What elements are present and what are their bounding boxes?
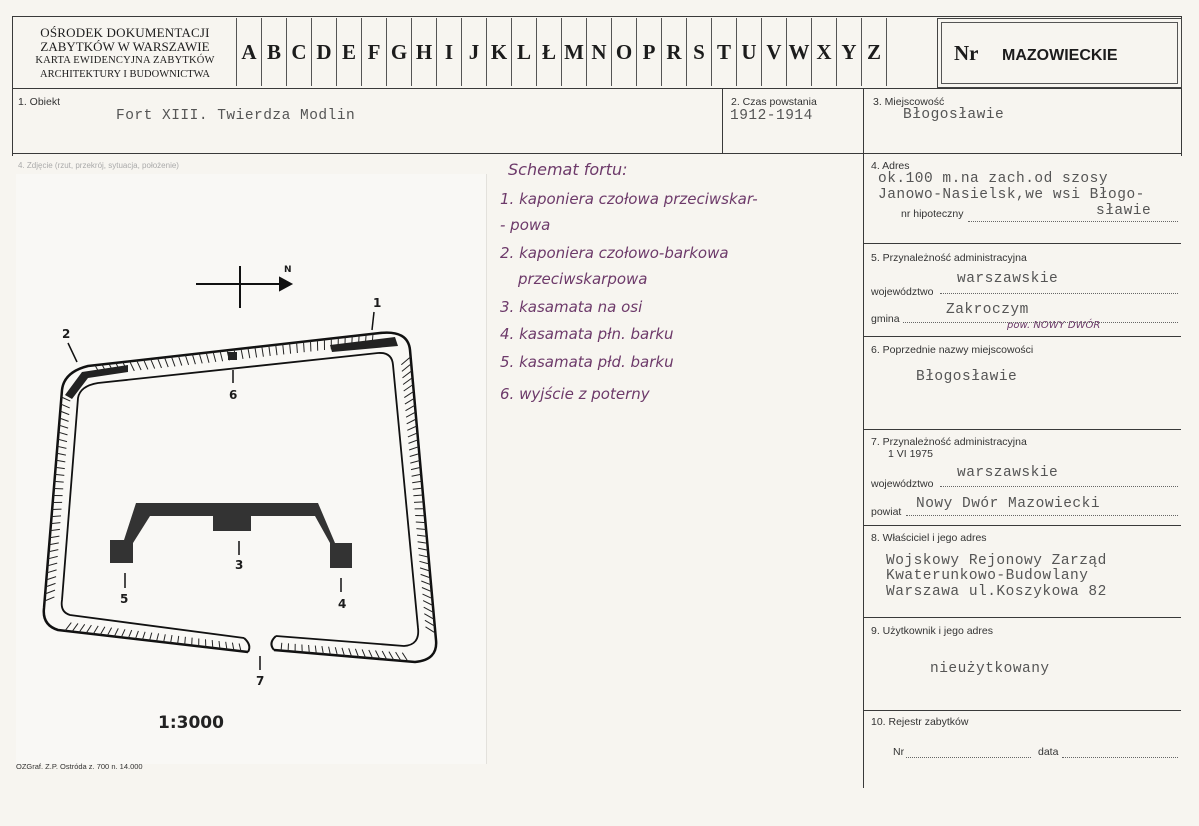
index-letter: B	[261, 18, 286, 86]
obiekt-value: Fort XIII. Twierdza Modlin	[116, 108, 356, 124]
uzytkownik-value: nieużytkowany	[930, 661, 1050, 677]
gmina-underline	[903, 322, 1178, 323]
schema-title: Schemat fortu:	[508, 160, 628, 179]
wojewodztwo-value: warszawskie	[957, 271, 1059, 287]
index-letter: I	[436, 18, 461, 86]
label-5: 5	[120, 592, 129, 606]
rejestr-data-label: data	[1038, 746, 1059, 758]
org-line-1: OŚRODEK DOKUMENTACJI	[40, 25, 210, 40]
schema-item-2b: przeciwskarpowa	[518, 270, 648, 288]
north-arrow-icon	[196, 266, 291, 308]
zdjecie-label: 4. Zdjęcie (rzut, przekrój, sytuacja, położenie)	[18, 161, 179, 170]
nr-label: Nr	[954, 41, 979, 65]
hipoteczny-underline	[968, 221, 1178, 222]
adres-line-3: sławie	[1096, 203, 1152, 219]
woj2-underline	[940, 486, 1178, 487]
north-label: N	[284, 265, 292, 275]
scale-label: 1:3000	[158, 713, 224, 733]
index-letter: E	[336, 18, 361, 86]
divider-7	[863, 429, 1181, 430]
rejestr-nr-underline	[906, 757, 1031, 758]
index-letter: A	[236, 18, 261, 86]
index-letter: D	[311, 18, 336, 86]
wojewodztwo-2-label: województwo	[871, 478, 934, 490]
index-letter: L	[511, 18, 536, 86]
rejestr-nr-label: Nr	[893, 746, 905, 758]
org-line-4: ARCHITEKTURY I BUDOWNICTWA	[40, 69, 210, 80]
rejestr-data-underline	[1062, 757, 1178, 758]
wlasciciel-label: 8. Właściciel i jego adres	[871, 532, 987, 544]
uzytkownik-label: 9. Użytkownik i jego adres	[871, 625, 993, 637]
divider-6	[863, 336, 1181, 337]
index-letter: O	[611, 18, 636, 86]
poterna-6	[228, 352, 237, 360]
index-letter: R	[661, 18, 686, 86]
divider-8	[863, 525, 1181, 526]
index-letter: Z	[861, 18, 887, 86]
schema-item-1b: - powa	[500, 216, 551, 234]
label-1: 1	[373, 296, 382, 310]
index-letter: H	[411, 18, 436, 86]
adres-label: 4. Adres	[871, 160, 910, 172]
czas-label: 2. Czas powstania	[731, 96, 817, 108]
schema-item-5: 5. kasamata płd. barku	[500, 353, 674, 371]
index-letter: W	[786, 18, 811, 86]
index-letter: C	[286, 18, 311, 86]
gate-left-end	[244, 638, 249, 652]
divider-10	[863, 710, 1181, 711]
powiat-label: powiat	[871, 506, 902, 518]
label-7: 7	[256, 674, 265, 688]
adres-line-2: Janowo-Nasielsk,we wsi Błogo-	[878, 187, 1145, 203]
wlasciciel-line-1: Wojskowy Rejonowy Zarząd	[886, 553, 1107, 569]
index-letter: S	[686, 18, 711, 86]
schema-item-1a: 1. kaponiera czołowa przeciwskar-	[500, 190, 758, 208]
wlasciciel-line-3: Warszawa ul.Koszykowa 82	[886, 584, 1107, 600]
rejestr-label: 10. Rejestr zabytków	[871, 716, 969, 728]
miejscowosc-value: Błogosławie	[903, 107, 1005, 123]
label-4: 4	[338, 597, 347, 611]
powiat-underline	[906, 515, 1178, 516]
schema-item-3: 3. kasamata na osi	[500, 298, 643, 316]
gmina-handwritten: pow. NOWY DWÓR	[1007, 320, 1101, 331]
przynaleznosc-2-label: 7. Przynależność administracyjna	[871, 436, 1027, 448]
index-letter: K	[486, 18, 511, 86]
number-box	[937, 18, 1182, 88]
przynaleznosc-label: 5. Przynależność administracyjna	[871, 252, 1027, 264]
org-line-3: KARTA EWIDENCYJNA ZABYTKÓW	[35, 55, 215, 66]
powiat-value: Nowy Dwór Mazowiecki	[916, 496, 1101, 512]
index-letter: P	[636, 18, 661, 86]
poprzednie-nazwy-label: 6. Poprzednie nazwy miejscowości	[871, 344, 1034, 356]
poprzednie-nazwy-value: Błogosławie	[916, 369, 1018, 385]
pointer-lines	[68, 312, 374, 670]
woj-underline	[940, 293, 1178, 294]
index-letter: J	[461, 18, 486, 86]
czas-value: 1912-1914	[730, 108, 813, 124]
label-3: 3	[235, 558, 244, 572]
index-letter: U	[736, 18, 761, 86]
print-footer: OZGraf. Z.P. Ostróda z. 700 n. 14.000	[16, 762, 143, 771]
fort-rampart-inner	[62, 353, 419, 646]
wojewodztwo-2-value: warszawskie	[957, 465, 1059, 481]
index-letter: M	[561, 18, 586, 86]
schema-item-4: 4. kasamata płn. barku	[500, 325, 674, 343]
obiekt-label: 1. Obiekt	[18, 96, 61, 108]
region-label: MAZOWIECKIE	[1002, 47, 1118, 64]
index-letter: X	[811, 18, 836, 86]
index-letter: G	[386, 18, 411, 86]
index-letter: F	[361, 18, 386, 86]
index-letter: Y	[836, 18, 861, 86]
divider-9	[863, 617, 1181, 618]
schema-item-2a: 2. kaponiera czołowo-barkowa	[500, 244, 729, 262]
wlasciciel-line-2: Kwaterunkowo-Budowlany	[886, 568, 1089, 584]
gate-right-end	[271, 636, 276, 650]
label-6: 6	[229, 388, 238, 402]
divider-5	[863, 243, 1181, 244]
wojewodztwo-label: województwo	[871, 286, 934, 298]
gmina-label: gmina	[871, 313, 900, 325]
casemates-3-4-5	[110, 503, 352, 568]
miejscowosc-label: 3. Miejscowość	[873, 96, 945, 108]
col-miejsc-divider	[863, 88, 864, 788]
adres-line-1: ok.100 m.na zach.od szosy	[878, 171, 1109, 187]
index-letter: V	[761, 18, 786, 86]
index-letter: N	[586, 18, 611, 86]
index-letter: Ł	[536, 18, 561, 86]
hipoteczny-label: nr hipoteczny	[901, 208, 964, 220]
casemate-3-block	[213, 515, 251, 531]
schema-item-6: 6. wyjście z poterny	[500, 385, 650, 403]
przynaleznosc-2-date: 1 VI 1975	[888, 448, 933, 460]
index-letter: T	[711, 18, 736, 86]
gmina-value: Zakroczym	[946, 302, 1029, 318]
caponier-1	[330, 337, 398, 352]
org-line-2: ZABYTKÓW W WARSZAWIE	[40, 39, 210, 54]
label-2: 2	[62, 327, 71, 341]
